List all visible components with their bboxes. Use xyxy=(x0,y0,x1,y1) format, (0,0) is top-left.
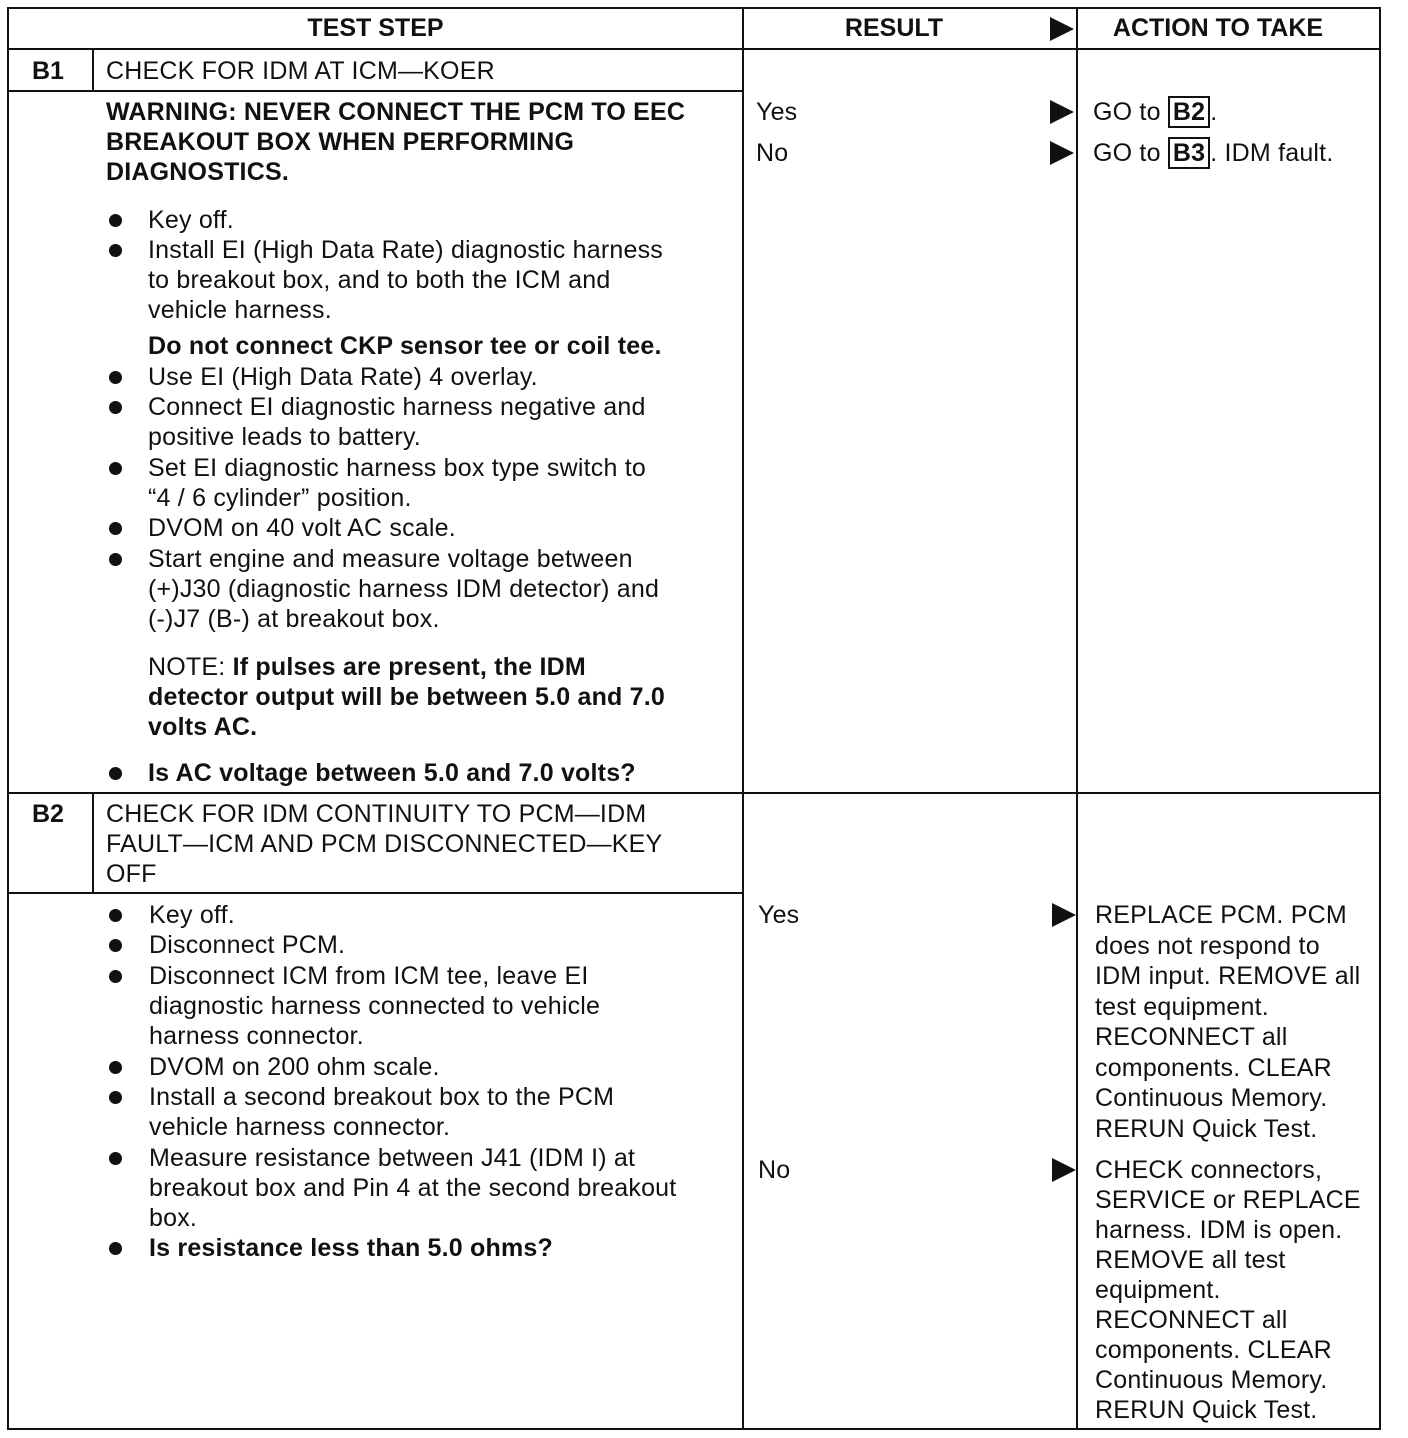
do-not-connect-text: Do not connect CKP sensor tee or coil tee. xyxy=(148,332,662,360)
list-item: DVOM on 200 ohm scale. xyxy=(149,1053,440,1081)
list-item: Disconnect PCM. xyxy=(149,931,346,959)
action-no-b1: GO to B3 . IDM fault. xyxy=(1093,139,1334,167)
step-id-b2: B2 xyxy=(32,800,64,828)
list-item: Disconnect ICM from ICM tee, leave EI xyxy=(149,962,589,990)
action-yes-b1: GO to B2 . xyxy=(1093,98,1218,126)
bullet-icon xyxy=(109,970,122,983)
step-ref-b3[interactable]: B3 xyxy=(1168,137,1210,169)
bullet-icon xyxy=(109,462,122,475)
bullet-icon xyxy=(109,1242,122,1255)
arrow-icon xyxy=(1052,903,1076,927)
result-no-b1: No xyxy=(756,139,789,167)
arrow-icon xyxy=(1052,1158,1076,1182)
note-text: NOTE: If pulses are present, the IDM xyxy=(148,653,586,681)
arrow-icon xyxy=(1050,141,1074,165)
list-item: Use EI (High Data Rate) 4 overlay. xyxy=(148,363,538,391)
bullet-icon xyxy=(109,1061,122,1074)
bullet-icon xyxy=(109,553,122,566)
step-id-b1: B1 xyxy=(32,57,64,85)
list-item: Is resistance less than 5.0 ohms? xyxy=(149,1234,553,1262)
bullet-icon xyxy=(109,244,122,257)
step-title-b1: CHECK FOR IDM AT ICM—KOER xyxy=(106,57,495,85)
bullet-icon xyxy=(109,371,122,384)
bullet-icon xyxy=(109,1152,122,1165)
header-arrow-icon xyxy=(1050,17,1074,41)
list-item: Key off. xyxy=(149,901,235,929)
step-ref-b2[interactable]: B2 xyxy=(1168,96,1210,128)
list-item: Key off. xyxy=(148,206,234,234)
bullet-icon xyxy=(109,214,122,227)
list-item: Connect EI diagnostic harness negative and xyxy=(148,393,646,421)
header-result: RESULT xyxy=(844,14,944,42)
list-item: Is AC voltage between 5.0 and 7.0 volts? xyxy=(148,759,636,787)
header-test-step: TEST STEP xyxy=(307,14,444,42)
bullet-icon xyxy=(109,401,122,414)
list-item: Install EI (High Data Rate) diagnostic harness xyxy=(148,236,663,264)
list-item: Install a second breakout box to the PCM xyxy=(149,1083,615,1111)
header-action: ACTION TO TAKE xyxy=(1112,14,1324,42)
arrow-icon xyxy=(1050,100,1074,124)
bullet-icon xyxy=(109,939,122,952)
bullet-icon xyxy=(109,909,122,922)
list-item: Set EI diagnostic harness box type switch to xyxy=(148,454,646,482)
result-yes-b2: Yes xyxy=(758,901,800,929)
list-item: Start engine and measure voltage between xyxy=(148,545,633,573)
bullet-icon xyxy=(109,1091,122,1104)
bullet-icon xyxy=(109,767,122,780)
result-yes-b1: Yes xyxy=(756,98,798,126)
list-item: Measure resistance between J41 (IDM I) at xyxy=(149,1144,636,1172)
list-item: DVOM on 40 volt AC scale. xyxy=(148,514,456,542)
result-no-b2: No xyxy=(758,1156,791,1184)
bullet-icon xyxy=(109,522,122,535)
